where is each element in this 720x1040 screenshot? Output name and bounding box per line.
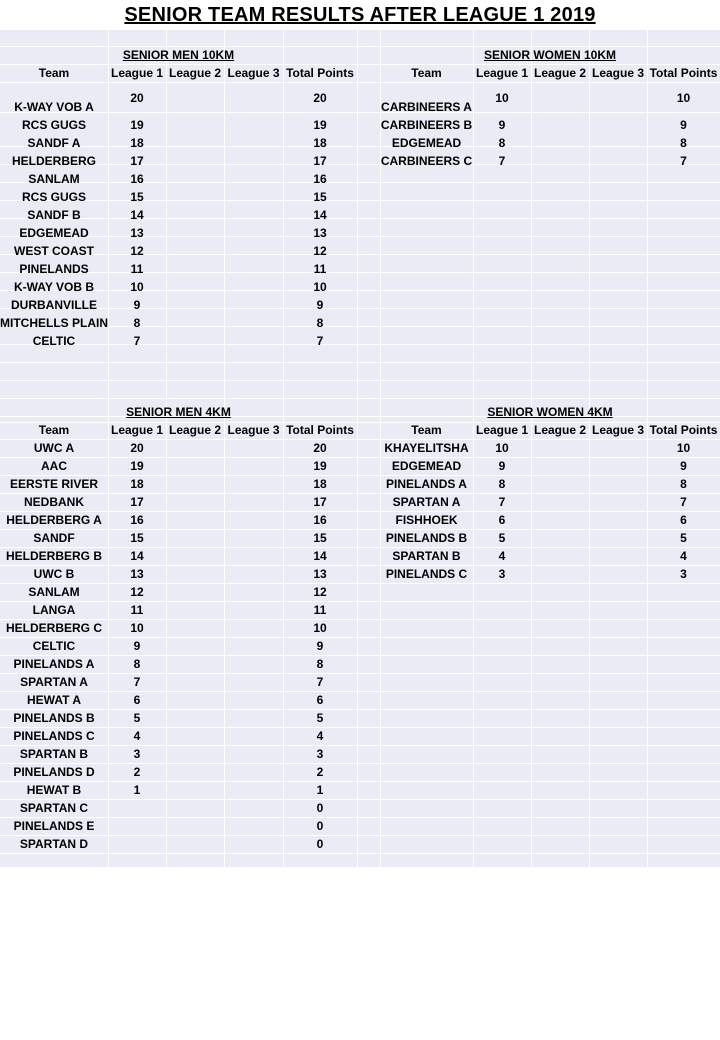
league3-header: League 3 (227, 66, 280, 80)
team-name: DURBANVILLE (11, 298, 97, 312)
league1-points: 16 (130, 513, 144, 527)
team-name: FISHHOEK (395, 513, 458, 527)
total-points: 1 (316, 783, 324, 797)
team-name: SANDF A (27, 136, 81, 150)
league1-points: 11 (130, 262, 144, 276)
league1-points: 10 (130, 621, 144, 635)
total-points: 10 (313, 621, 327, 635)
section-title: SENIOR WOMEN 10KM (483, 48, 616, 62)
team-name: PINELANDS B (13, 711, 95, 725)
total-points: 16 (313, 513, 327, 527)
total-points: 10 (676, 441, 691, 455)
total-points: 17 (313, 154, 327, 168)
total-points: 15 (313, 531, 327, 545)
league1-header: League 1 (475, 66, 529, 80)
team-name: RCS GUGS (21, 118, 86, 132)
team-name: CARBINEERS C (380, 154, 473, 168)
league1-header: League 1 (110, 423, 164, 437)
league2-header: League 2 (168, 66, 222, 80)
team-name: PINELANDS E (13, 819, 95, 833)
league1-points: 7 (498, 495, 506, 509)
team-header: Team (38, 423, 70, 437)
total-points: 7 (316, 334, 324, 348)
league1-points: 5 (133, 711, 141, 725)
total-points: 17 (313, 495, 327, 509)
league3-header: League 3 (591, 423, 645, 437)
total-points-header: Total Points (649, 423, 718, 437)
team-name: SPARTAN A (392, 495, 461, 509)
team-name: UWC A (33, 441, 75, 455)
team-name: RCS GUGS (21, 190, 86, 204)
league1-points: 8 (498, 477, 506, 491)
team-name: SPARTAN C (19, 801, 89, 815)
section-title: SENIOR WOMEN 4KM (487, 405, 613, 419)
league1-points: 20 (130, 91, 144, 105)
league1-points: 19 (130, 459, 144, 473)
total-points: 9 (316, 639, 324, 653)
league2-header: League 2 (533, 66, 587, 80)
league1-points: 5 (498, 531, 506, 545)
team-header: Team (411, 423, 442, 437)
section-title: SENIOR MEN 10KM (122, 48, 235, 62)
league1-points: 14 (130, 549, 144, 563)
league1-points: 18 (130, 477, 144, 491)
team-name: KHAYELITSHA (384, 441, 469, 455)
total-points: 0 (316, 819, 324, 833)
total-points: 8 (680, 477, 687, 491)
league1-points: 17 (130, 154, 144, 168)
total-points-header: Total Points (286, 423, 354, 437)
team-name: EERSTE RIVER (9, 477, 99, 491)
league1-points: 7 (133, 675, 141, 689)
total-points: 20 (313, 441, 327, 455)
league1-points: 6 (133, 693, 141, 707)
team-name: SANDF B (27, 208, 81, 222)
total-points: 3 (316, 747, 324, 761)
team-name: LANGA (32, 603, 76, 617)
team-name: K-WAY VOB A (14, 100, 94, 114)
total-points: 14 (313, 208, 327, 222)
team-name: K-WAY VOB B (13, 280, 94, 294)
total-points: 10 (313, 280, 327, 294)
total-points: 14 (313, 549, 327, 563)
league1-points: 7 (498, 154, 506, 168)
league1-points: 8 (133, 316, 141, 330)
total-points: 19 (313, 459, 327, 473)
team-name: SPARTAN A (20, 675, 88, 689)
team-name: PINELANDS C (13, 729, 95, 743)
league1-points: 13 (130, 567, 144, 581)
total-points: 8 (316, 657, 324, 671)
league1-points: 6 (498, 513, 506, 527)
total-points: 7 (680, 154, 687, 168)
team-name: PINELANDS D (13, 765, 95, 779)
total-points: 9 (316, 298, 324, 312)
league1-points: 9 (498, 459, 506, 473)
total-points: 16 (313, 172, 327, 186)
team-name: PINELANDS B (385, 531, 468, 545)
team-name: SPARTAN B (392, 549, 461, 563)
team-name: EDGEMEAD (19, 226, 89, 240)
team-name: HEWAT A (27, 693, 81, 707)
team-name: HELDERBERG C (5, 621, 102, 635)
league1-points: 4 (498, 549, 506, 563)
team-name: CARBINEERS B (380, 118, 473, 132)
team-name: EDGEMEAD (391, 459, 462, 473)
total-points: 11 (313, 262, 327, 276)
total-points: 9 (680, 459, 687, 473)
team-name: PINELANDS C (385, 567, 468, 581)
team-name: NEDBANK (24, 495, 84, 509)
team-name: SANLAM (28, 585, 80, 599)
team-name: PINELANDS A (13, 657, 95, 671)
total-points: 8 (316, 316, 324, 330)
team-name: SANDF (33, 531, 75, 545)
total-points-header: Total Points (649, 66, 718, 80)
total-points: 15 (313, 190, 327, 204)
total-points: 7 (680, 495, 687, 509)
total-points: 6 (316, 693, 324, 707)
total-points: 4 (680, 549, 687, 563)
team-header: Team (38, 66, 70, 80)
total-points: 11 (313, 603, 327, 617)
team-name: UWC B (33, 567, 75, 581)
total-points: 4 (316, 729, 324, 743)
team-header: Team (411, 66, 442, 80)
team-name: SPARTAN D (19, 837, 89, 851)
total-points: 13 (313, 567, 327, 581)
team-name: PINELANDS A (386, 477, 467, 491)
league1-points: 9 (498, 118, 506, 132)
section-title: SENIOR MEN 4KM (126, 405, 231, 419)
total-points: 5 (680, 531, 687, 545)
total-points: 13 (313, 226, 327, 240)
league1-points: 19 (130, 118, 144, 132)
total-points: 12 (313, 244, 327, 258)
total-points: 5 (316, 711, 324, 725)
total-points: 0 (316, 837, 324, 851)
league1-points: 17 (130, 495, 144, 509)
total-points-header: Total Points (286, 66, 354, 80)
league2-header: League 2 (533, 423, 587, 437)
total-points: 6 (680, 513, 687, 527)
team-name: CELTIC (32, 334, 76, 348)
total-points: 18 (313, 477, 327, 491)
team-name: HEWAT B (26, 783, 82, 797)
league3-header: League 3 (591, 66, 645, 80)
total-points: 8 (680, 136, 687, 150)
league1-header: League 1 (110, 66, 164, 80)
league1-points (108, 817, 166, 835)
league1-points: 1 (133, 783, 141, 797)
league1-header: League 1 (475, 423, 529, 437)
league1-points: 12 (130, 244, 144, 258)
league1-points: 9 (133, 298, 141, 312)
results-sheet (0, 30, 720, 867)
total-points: 0 (316, 801, 324, 815)
total-points: 3 (680, 567, 687, 581)
team-name: SANLAM (28, 172, 80, 186)
league1-points: 8 (498, 136, 506, 150)
total-points: 12 (313, 585, 327, 599)
league1-points: 16 (130, 172, 144, 186)
total-points: 18 (313, 136, 327, 150)
league1-points: 15 (130, 190, 144, 204)
total-points: 9 (680, 118, 687, 132)
total-points: 2 (316, 765, 324, 779)
team-name: HELDERBERG B (5, 549, 102, 563)
league1-points: 20 (130, 441, 144, 455)
team-name: SPARTAN B (19, 747, 89, 761)
league1-points: 13 (130, 226, 144, 240)
league1-points: 15 (130, 531, 144, 545)
total-points: 20 (313, 91, 327, 105)
league1-points: 10 (130, 280, 144, 294)
league1-points: 2 (133, 765, 141, 779)
team-name: CELTIC (32, 639, 76, 653)
team-name: WEST COAST (14, 244, 94, 258)
league1-points: 11 (130, 603, 144, 617)
team-name: CARBINEERS A (381, 100, 472, 114)
team-name: MITCHELLS PLAIN (0, 316, 108, 330)
team-name: EDGEMEAD (391, 136, 462, 150)
league1-points: 18 (130, 136, 144, 150)
team-name: AAC (41, 459, 67, 473)
total-points: 10 (676, 91, 691, 105)
league1-points: 3 (498, 567, 506, 581)
league1-points: 8 (133, 657, 141, 671)
league1-points: 9 (133, 639, 141, 653)
league1-points (108, 799, 166, 817)
team-name: HELDERBERG A (6, 513, 102, 527)
league1-points (108, 835, 166, 853)
league3-header: League 3 (227, 423, 280, 437)
league1-points: 14 (130, 208, 144, 222)
league2-header: League 2 (168, 423, 222, 437)
page-title: SENIOR TEAM RESULTS AFTER LEAGUE 1 2019 (124, 4, 596, 26)
total-points: 7 (316, 675, 324, 689)
league1-points: 3 (133, 747, 141, 761)
total-points: 19 (313, 118, 327, 132)
league1-points: 7 (133, 334, 141, 348)
team-name: HELDERBERG (11, 154, 96, 168)
league1-points: 4 (133, 729, 141, 743)
league1-points: 10 (495, 91, 509, 105)
league1-points: 12 (130, 585, 144, 599)
league1-points: 10 (495, 441, 509, 455)
team-name: PINELANDS (19, 262, 89, 276)
